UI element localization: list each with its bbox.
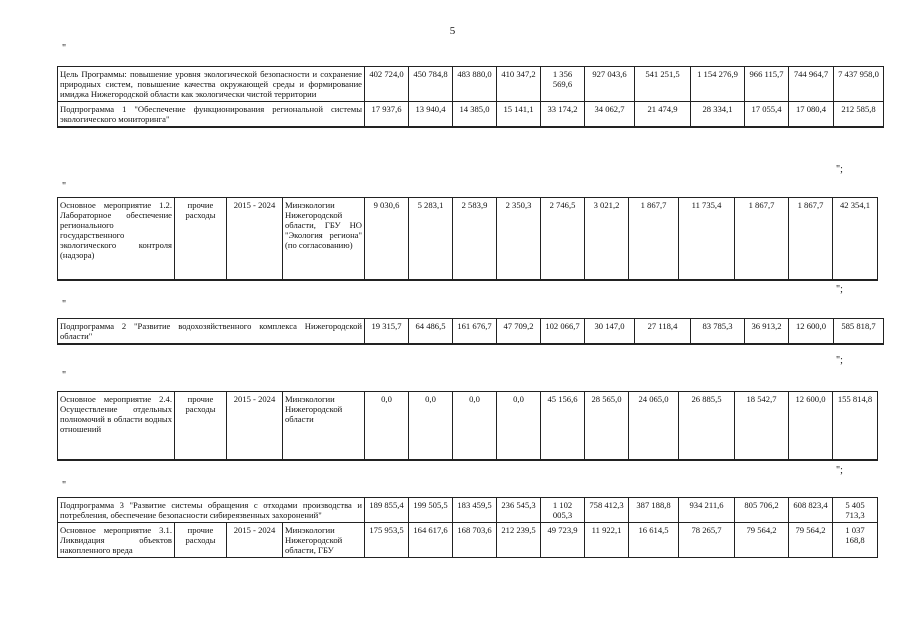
cell: 1 867,7 [735, 198, 789, 280]
period: 2015 - 2024 [227, 392, 283, 460]
executor: Минэкологии Нижегородской области [283, 392, 365, 460]
table-row [58, 319, 884, 345]
cell: 608 823,4 [789, 498, 833, 523]
cell: 966 115,7 [745, 67, 789, 102]
cell: 21 474,9 [635, 102, 691, 128]
cell: 30 147,0 [585, 319, 635, 345]
cell: 927 043,6 [585, 67, 635, 102]
cell: 19 315,7 [365, 319, 409, 345]
cell: 155 814,8 [833, 392, 878, 460]
table-row [58, 392, 905, 460]
period: 2015 - 2024 [227, 523, 283, 558]
cell: 212 239,5 [497, 523, 541, 558]
cell: 1 867,7 [789, 198, 833, 280]
expense-type: прочие расходы [175, 523, 227, 558]
cell: 83 785,3 [691, 319, 745, 345]
table-row [58, 498, 905, 523]
table-measure-2-4 [57, 391, 905, 461]
cell: 102 066,7 [541, 319, 585, 345]
cell: 450 784,8 [409, 67, 453, 102]
cell: 5 283,1 [409, 198, 453, 280]
cell: 758 412,3 [585, 498, 629, 523]
cell: 34 062,7 [585, 102, 635, 128]
cell: 12 600,0 [789, 319, 834, 345]
cell: 483 880,0 [453, 67, 497, 102]
cell: 28 334,1 [691, 102, 745, 128]
page-number: 5 [449, 25, 456, 37]
cell: 79 564,2 [789, 523, 833, 558]
executor: Минэкологии Нижегородской области, ГБУ НО "Экология региона" (по согласованию) [283, 198, 365, 280]
cell: 16 614,5 [629, 523, 679, 558]
close-quote: "; [836, 465, 843, 476]
cell: 212 585,8 [834, 102, 884, 128]
cell: 0,0 [453, 392, 497, 460]
row-name: Основное мероприятие 2.4. Осуществление отдельных полномочий в области водных отношений [58, 392, 175, 460]
cell: 3 021,2 [585, 198, 629, 280]
cell: 189 855,4 [365, 498, 409, 523]
cell: 28 565,0 [585, 392, 629, 460]
cell: 1 154 276,9 [691, 67, 745, 102]
table-row [58, 198, 905, 280]
cell: 0,0 [409, 392, 453, 460]
cell: 27 118,4 [635, 319, 691, 345]
cell: 0,0 [497, 392, 541, 460]
cell: 64 486,5 [409, 319, 453, 345]
cell: 17 937,6 [365, 102, 409, 128]
expense-type: прочие расходы [175, 198, 227, 280]
close-quote: "; [836, 355, 843, 366]
cell: 7 437 958,0 [834, 67, 884, 102]
cell: 24 065,0 [629, 392, 679, 460]
cell: 11 922,1 [585, 523, 629, 558]
cell: 33 174,2 [541, 102, 585, 128]
period: 2015 - 2024 [227, 198, 283, 280]
cell: 1 102 005,3 [541, 498, 585, 523]
cell: 0,0 [365, 392, 409, 460]
cell: 541 251,5 [635, 67, 691, 102]
cell: 36 913,2 [745, 319, 789, 345]
cell: 805 706,2 [735, 498, 789, 523]
cell: 236 545,3 [497, 498, 541, 523]
cell: 79 564,2 [735, 523, 789, 558]
open-quote: " [62, 181, 67, 192]
cell: 13 940,4 [409, 102, 453, 128]
table-subprogram-2 [57, 318, 884, 345]
cell: 15 141,1 [497, 102, 541, 128]
cell: 2 746,5 [541, 198, 585, 280]
row-name: Основное мероприятие 3.1. Ликвидация объектов накопленного вреда [58, 523, 175, 558]
cell: 934 211,6 [679, 498, 735, 523]
cell: 199 505,5 [409, 498, 453, 523]
cell: 2 583,9 [453, 198, 497, 280]
row-name: Подпрограмма 2 "Развитие водохозяйственного комплекса Нижегородской области" [58, 319, 365, 345]
cell: 387 188,8 [629, 498, 679, 523]
table-row [58, 102, 884, 128]
row-name: Подпрограмма 1 "Обеспечение функционирования региональной системы экологического мониторинга" [58, 102, 365, 128]
table-row [58, 67, 884, 102]
row-name: Цель Программы: повышение уровня экологической безопасности и сохранение природных систем, повышение качества окружающей среды и формирование имиджа Нижегородской области как экологически чистой территории [58, 67, 365, 102]
open-quote: " [62, 370, 67, 381]
table-measure-1-2 [57, 197, 905, 281]
cell: 744 964,7 [789, 67, 834, 102]
cell: 161 676,7 [453, 319, 497, 345]
cell: 402 724,0 [365, 67, 409, 102]
cell: 17 055,4 [745, 102, 789, 128]
cell: 42 354,1 [833, 198, 878, 280]
cell: 175 953,5 [365, 523, 409, 558]
expense-type: прочие расходы [175, 392, 227, 460]
cell: 164 617,6 [409, 523, 453, 558]
cell: 5 405 713,3 [833, 498, 878, 523]
cell: 17 080,4 [789, 102, 834, 128]
cell: 1 867,7 [629, 198, 679, 280]
cell: 14 385,0 [453, 102, 497, 128]
cell: 78 265,7 [679, 523, 735, 558]
cell: 45 156,6 [541, 392, 585, 460]
cell: 585 818,7 [834, 319, 884, 345]
cell: 11 735,4 [679, 198, 735, 280]
cell: 410 347,2 [497, 67, 541, 102]
table-subprogram-3 [57, 497, 905, 558]
cell: 1 037 168,8 [833, 523, 878, 558]
cell: 12 600,0 [789, 392, 833, 460]
open-quote: " [62, 299, 67, 310]
open-quote: " [62, 43, 67, 54]
cell: 26 885,5 [679, 392, 735, 460]
row-name: Основное мероприятие 1.2. Лабораторное обеспечение регионального государственного экологического контроля (надзора) [58, 198, 175, 280]
cell: 18 542,7 [735, 392, 789, 460]
cell: 1 356 569,6 [541, 67, 585, 102]
row-name: Подпрограмма 3 "Развитие системы обращения с отходами производства и потребления, обеспечение безопасности сибиреязвенных захоронений" [58, 498, 365, 523]
close-quote: "; [836, 164, 843, 175]
close-quote: "; [836, 284, 843, 295]
cell: 49 723,9 [541, 523, 585, 558]
cell: 9 030,6 [365, 198, 409, 280]
open-quote: " [62, 480, 67, 491]
table-row [58, 523, 905, 558]
cell: 2 350,3 [497, 198, 541, 280]
cell: 168 703,6 [453, 523, 497, 558]
cell: 183 459,5 [453, 498, 497, 523]
table-goal [57, 66, 884, 128]
cell: 47 709,2 [497, 319, 541, 345]
executor: Минэкологии Нижегородской области, ГБУ [283, 523, 365, 558]
